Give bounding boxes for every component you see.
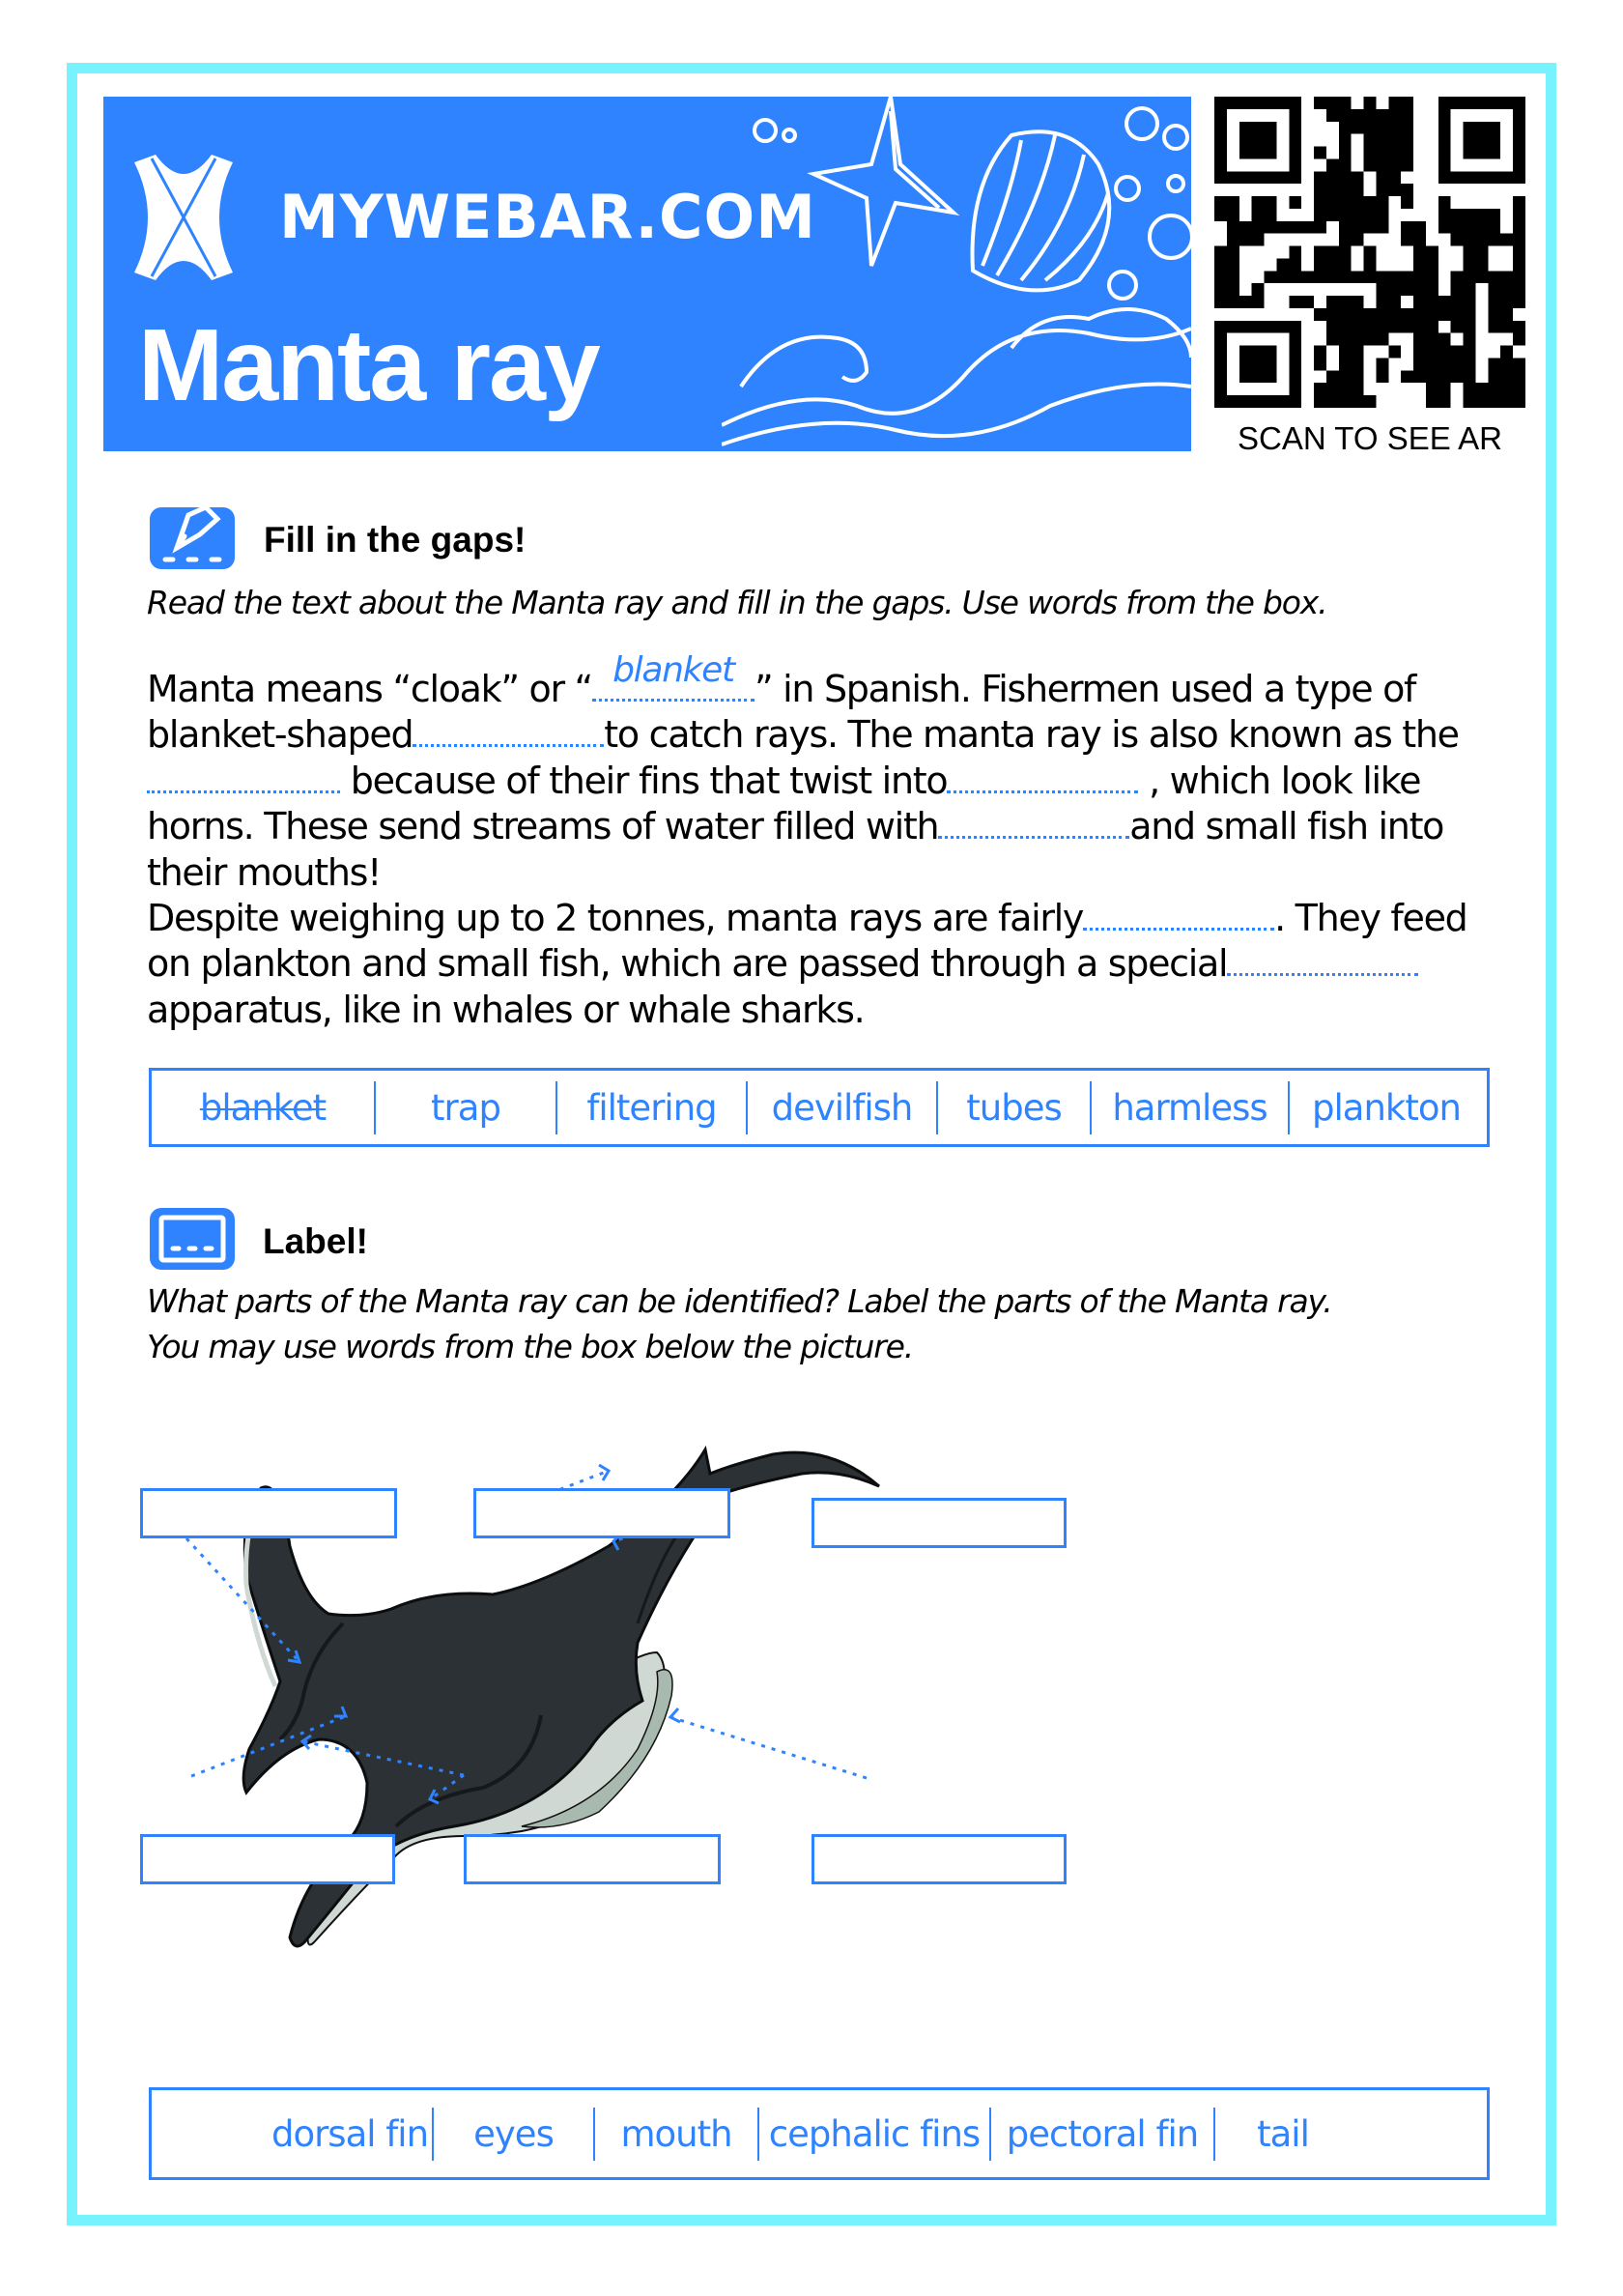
text-segment: apparatus, like in whales or whale sharks. <box>147 988 865 1031</box>
word-bank-item[interactable]: devilfish <box>771 1086 913 1129</box>
text-segment: ” in Spanish. Fishermen used a type of <box>754 668 1416 710</box>
brand-name: MYWEBAR.COM <box>279 182 816 252</box>
gap-word-bank <box>149 1068 1490 1147</box>
gap-input-2[interactable] <box>413 715 604 747</box>
label-title: Label! <box>263 1221 368 1261</box>
word-bank-item[interactable]: eyes <box>473 2112 554 2155</box>
label-instruction-1: What parts of the Manta ray can be identified? Label the parts of the Manta ray. <box>147 1282 1332 1320</box>
word-bank-item[interactable]: dorsal fin <box>270 2112 429 2155</box>
label-input-top-middle[interactable] <box>473 1488 730 1538</box>
qr-code[interactable] <box>1214 97 1525 408</box>
label-word-bank <box>149 2087 1490 2180</box>
fill-gaps-instruction: Read the text about the Manta ray and fill in the gaps. Use words from the box. <box>147 584 1327 621</box>
pencil-gap-icon <box>150 507 235 569</box>
word-bank-item[interactable]: trap <box>431 1086 500 1129</box>
mywebar-logo-icon <box>130 155 237 280</box>
text-segment: , which look like <box>1149 759 1421 802</box>
gap-input-4[interactable] <box>947 761 1138 793</box>
word-bank-item[interactable]: cephalic fins <box>768 2112 981 2155</box>
text-segment: because of their fins that twist into <box>350 759 948 802</box>
word-bank-item[interactable]: plankton <box>1312 1086 1461 1129</box>
gap-text <box>147 649 1480 1033</box>
text-segment: and small fish into <box>1129 805 1444 848</box>
text-segment: horns. These send streams of water filled with <box>147 805 939 848</box>
gap-input-7[interactable] <box>1227 944 1418 976</box>
fill-gaps-title: Fill in the gaps! <box>264 520 527 560</box>
page-title: Manta ray <box>138 308 599 422</box>
sea-decoration-icon <box>722 97 1191 451</box>
text-segment: their mouths! <box>147 850 382 894</box>
word-bank-item[interactable]: tubes <box>966 1086 1062 1129</box>
word-bank-item[interactable]: harmless <box>1112 1086 1267 1129</box>
label-input-bottom-right[interactable] <box>812 1834 1067 1884</box>
gap-input-3[interactable] <box>147 761 340 793</box>
label-instruction-2: You may use words from the box below the picture. <box>147 1328 914 1365</box>
word-bank-item[interactable]: tail <box>1257 2112 1309 2155</box>
text-segment: Manta means “cloak” or “ <box>147 668 592 710</box>
word-bank-item[interactable]: filtering <box>586 1086 717 1129</box>
gap-input-1[interactable] <box>592 649 755 702</box>
manta-ray-diagram <box>135 1430 1507 2049</box>
qr-caption: SCAN TO SEE AR <box>1238 420 1502 456</box>
gap-input-5[interactable] <box>938 807 1129 839</box>
text-segment: blanket-shaped <box>147 713 413 757</box>
text-segment: to catch rays. The manta ray is also known as the <box>604 713 1459 757</box>
word-bank-item[interactable]: mouth <box>620 2112 732 2155</box>
label-input-bottom-middle[interactable] <box>464 1834 721 1884</box>
gap-input-6[interactable] <box>1083 899 1274 931</box>
text-segment: on plankton and small fish, which are passed through a special <box>147 942 1228 986</box>
word-bank-item[interactable]: blanket <box>199 1086 327 1129</box>
text-segment: . They feed <box>1274 897 1467 940</box>
label-input-bottom-left[interactable] <box>140 1834 395 1884</box>
label-input-top-left[interactable] <box>140 1488 397 1538</box>
label-box-icon <box>150 1208 235 1270</box>
text-segment: Despite weighing up to 2 tonnes, manta rays are fairly <box>147 897 1084 940</box>
header-banner <box>103 97 1191 451</box>
gap-answer: blanket <box>612 649 734 690</box>
word-bank-item[interactable]: pectoral fin <box>1006 2112 1199 2155</box>
label-input-top-right[interactable] <box>812 1498 1067 1548</box>
